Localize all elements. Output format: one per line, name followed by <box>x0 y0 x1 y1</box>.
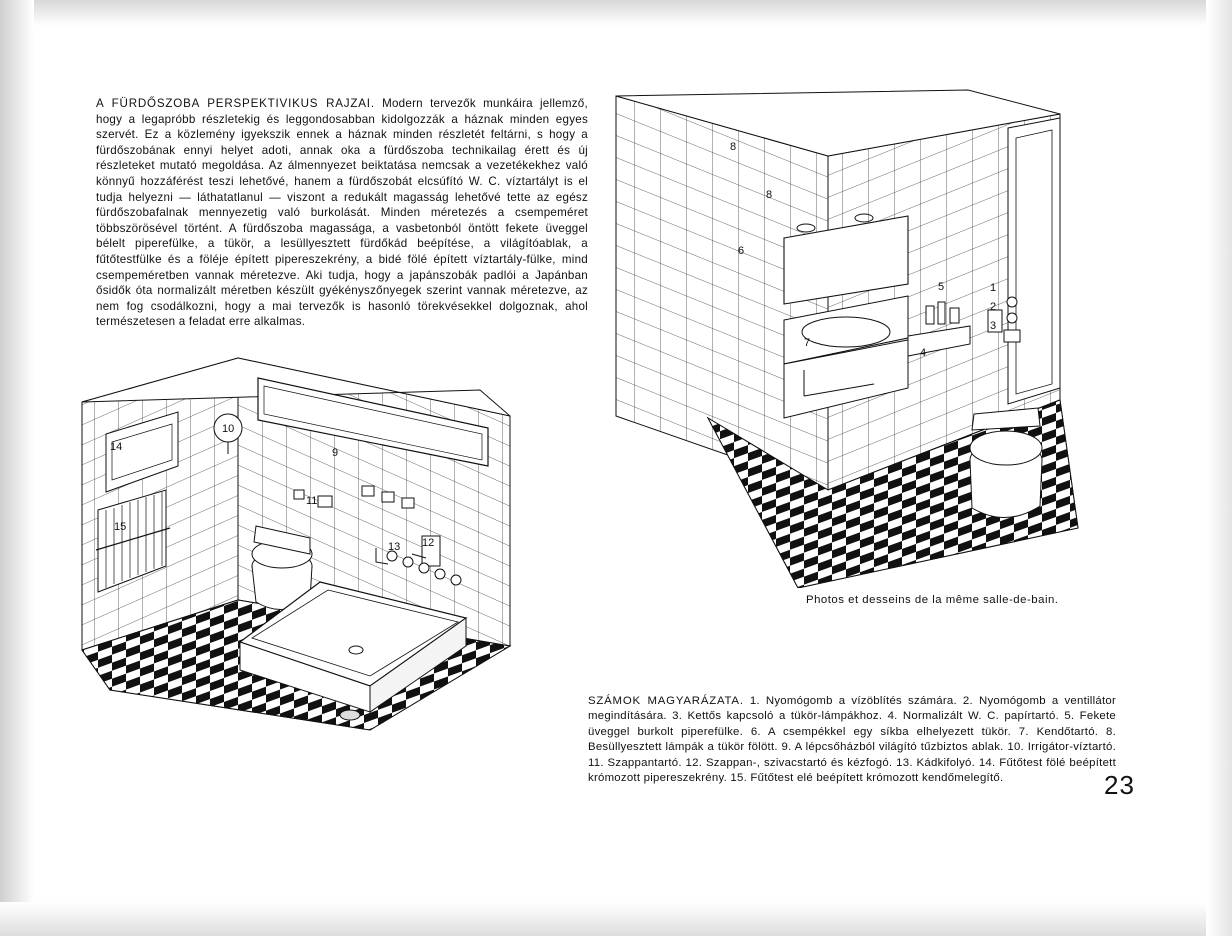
page-number: 23 <box>1104 770 1135 800</box>
french-caption: Photos et desseins de la même salle-de-bain. <box>806 594 1059 606</box>
callout-10: 10 <box>222 423 235 435</box>
page-edge-shadow-left <box>0 0 34 936</box>
callout-8a: 8 <box>730 141 737 153</box>
intro-body: Modern tervezők munkáira jellemző, hogy a legapróbb részletekig és leggondosabban kidolgozzák a háznak minden egyes szervét. Ez a közlemény igyekszik ennek a háznak minden részletét feltárni, s hogy a fürdőszobának ennyi helyet adoti, annak oka a fürdőszoba technikailag érett és új részleteket mutató megoldása. Az álmennyezet beiktatása nemcsak a vezetékekhez való könnyű hozzáférést teszi lehetővé, hanem a fürdőszobát elcsúfító W. C. víztartályt is el tudja helyezni — láthatatlanul — viszont a redukált magasság lehetővé tette az egész fürdőszobafalnak mennyezetig való burkolását. Minden méretezés a csempeméret többszörösével történt. A fürdőszoba magassága, a vasbetonból öntött fekete üveggel bélelt piperefülke, a tükör, a lesüllyesztett fürdőkád beépítése, a világítóablak, a fűtőtestfülke és a föléje épített pipereszekrény, a bidé fölé épített víztartály-fülke, mind csempeméretben vannak méretezve. Aki tudja, hogy a japánszobák padlói a Japánban ősidők óta normalizált méretben készült gyékényszőnyegek szerint vannak méretezve, az nem fog csodálkozni, hogy a mai tervezők is hasonló törekvésekkel dolgoznak, ahol természetesen a feladat erre alkalmas. <box>96 97 588 329</box>
page-edge-shadow-top <box>0 0 1232 26</box>
callout-5: 5 <box>938 281 945 293</box>
callout-1: 1 <box>990 282 997 294</box>
callout-12: 12 <box>422 537 435 549</box>
legend-lead: SZÁMOK MAGYARÁZATA. <box>588 695 744 707</box>
illustration-bathroom-bathtub-corner <box>70 350 690 750</box>
callout-9: 9 <box>332 447 339 459</box>
intro-paragraph <box>96 96 588 330</box>
callout-15: 15 <box>114 521 127 533</box>
callout-6: 6 <box>738 245 745 257</box>
legend-paragraph <box>588 694 1116 786</box>
callout-3: 3 <box>990 320 997 332</box>
callout-8b: 8 <box>766 189 773 201</box>
callout-13: 13 <box>388 541 401 553</box>
intro-lead: A FÜRDŐSZOBA PERSPEKTIVIKUS RAJZAI. <box>96 97 375 110</box>
callout-4: 4 <box>920 347 927 359</box>
page-edge-shadow-right <box>1206 0 1232 936</box>
callout-11: 11 <box>306 495 318 507</box>
callout-7: 7 <box>804 337 811 349</box>
legend-body: 1. Nyomógomb a vízöblítés számára. 2. Nyomógomb a ventillátor megindítására. 3. Kettős kapcsoló a tükör-lámpákhoz. 4. Normalizált W. C. papírtartó. 5. Fekete üveggel burkolt piperefülke. 6. A csempékkel egy síkba elhelyezett tükör. 7. Kendőtartó. 8. Besüllyesztett lámpák a tükör fölött. 9. A lépcsőházból világító tűzbiztos ablak. 10. Irrigátor-víztartó. 11. Szappantartó. 12. Szappan-, szivacstartó és kézfogó. 13. Kádkifolyó. 14. Fűtőtest fölé beépített krómozott pipereszekrény. 15. Fűtőtest elé beépített krómozott kendőmelegítő. <box>588 695 1116 785</box>
callout-14: 14 <box>110 441 123 453</box>
page-edge-shadow-bottom <box>0 902 1232 936</box>
callout-2: 2 <box>990 301 997 313</box>
